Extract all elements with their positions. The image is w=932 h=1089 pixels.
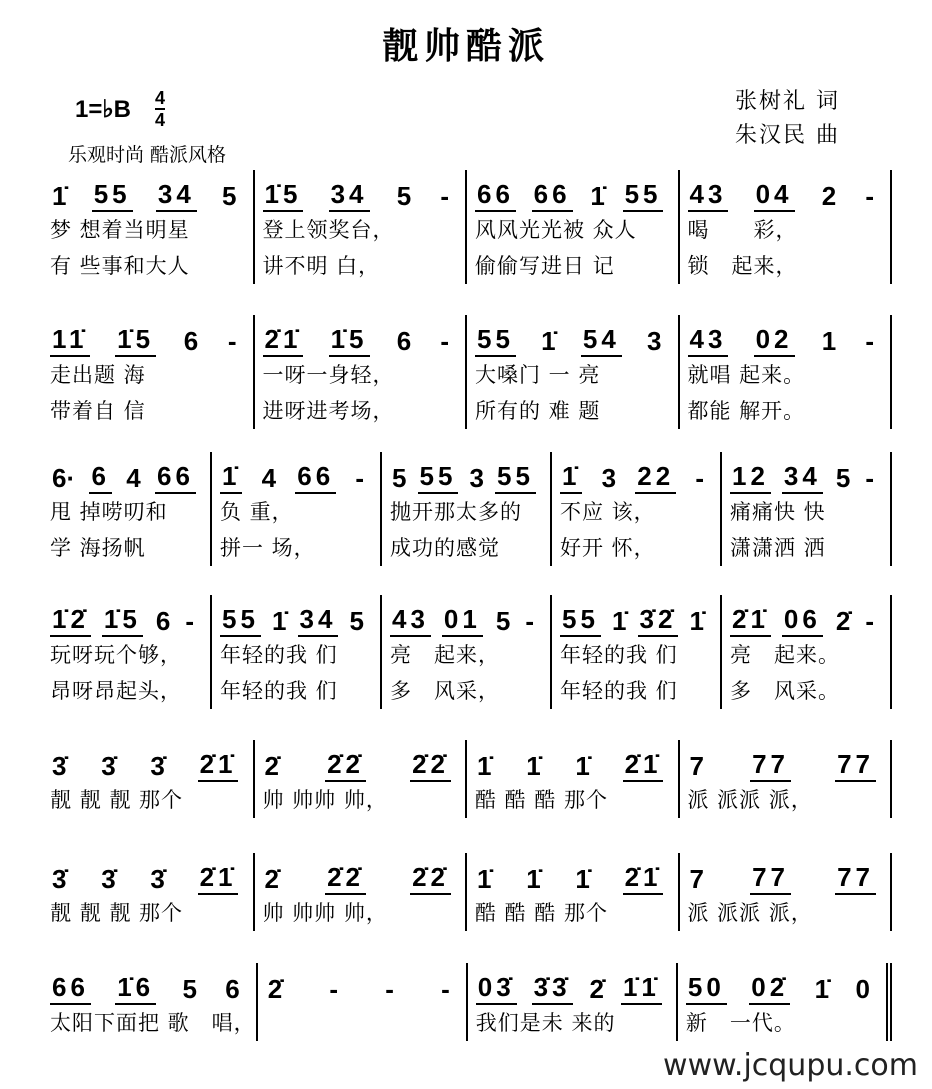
beamed-notes: 06 <box>782 603 823 637</box>
note: 1̇ <box>689 606 704 636</box>
beamed-notes: 1̇1̇ <box>621 971 662 1005</box>
lyric-verse-1: 靓 靓 靓 那个 <box>50 788 184 812</box>
notes <box>50 315 253 357</box>
measure <box>253 853 466 931</box>
note: 2̇ <box>267 974 283 1004</box>
beamed-notes: 03̇ <box>476 971 517 1005</box>
notes <box>220 595 380 637</box>
beamed-notes: 77 <box>835 861 876 895</box>
notes <box>475 170 678 212</box>
lyric-verse-1: 玩呀玩个够， <box>50 643 182 667</box>
measure <box>253 315 466 429</box>
lyricist: 张树礼 词 <box>735 89 840 114</box>
note: 1̇ <box>590 181 605 211</box>
note: - <box>865 326 874 356</box>
notes <box>266 963 466 1005</box>
note: - <box>385 974 394 1004</box>
staff-line <box>50 452 892 566</box>
lyric-verse-1: 派 派派 派， <box>687 788 813 812</box>
lyric-verse-1: 我们是未 来的 <box>475 1011 616 1035</box>
lyric-verse-1: 亮 起来， <box>390 643 500 667</box>
note: 1 <box>821 326 837 356</box>
notes <box>688 740 891 782</box>
lyric-verse-1: 新 一代。 <box>685 1011 796 1035</box>
beamed-notes: 66 <box>50 971 91 1005</box>
notes <box>688 170 891 212</box>
lyric-verse-1: 年轻的我 们 <box>220 643 338 667</box>
measure <box>676 963 892 1041</box>
beamed-notes: 77 <box>750 748 791 782</box>
notes <box>50 452 210 494</box>
lyric-verse-1: 甩 掉唠叨和 <box>50 500 168 524</box>
time-bottom: 4 <box>155 110 166 130</box>
beamed-notes: 55 <box>560 603 601 637</box>
staff-line <box>50 963 892 1041</box>
lyric-verse-1: 年轻的我 们 <box>560 643 678 667</box>
note: 7 <box>689 751 704 781</box>
lyric-verse-2: 带着自 信 <box>50 399 146 423</box>
beamed-notes: 43 <box>688 323 729 357</box>
beamed-notes: 12 <box>730 460 771 494</box>
beamed-notes: 2̇2̇ <box>325 748 366 782</box>
lyric-verse-2: 潇潇洒 洒 <box>730 536 826 560</box>
beamed-notes: 2̇2̇ <box>325 861 366 895</box>
note: 3 <box>469 463 484 493</box>
note: 3̇ <box>101 751 116 781</box>
note: 1̇ <box>526 751 541 781</box>
lyric-verse-1: 大嗓门 一 亮 <box>475 363 601 387</box>
lyric-verse-1: 派 派派 派， <box>687 901 813 925</box>
note: 1̇ <box>575 864 590 894</box>
lyric-verse-1: 负 重， <box>220 500 294 524</box>
note: 3̇ <box>101 864 116 894</box>
beamed-notes: 02 <box>754 323 795 357</box>
note: 3̇ <box>150 864 165 894</box>
measure <box>50 315 253 429</box>
note: 3̇ <box>150 751 165 781</box>
beamed-notes: 1̇2̇ <box>50 603 91 637</box>
time-signature <box>155 88 165 130</box>
beamed-notes: 66 <box>155 460 196 494</box>
notes <box>50 595 210 637</box>
lyric-verse-2: 拼一 场， <box>220 536 316 560</box>
lyric-verse-2: 都能 解开。 <box>687 399 806 423</box>
beamed-notes: 55 <box>475 323 516 357</box>
beamed-notes: 3̇3̇ <box>532 971 573 1005</box>
lyric-verse-1: 酷 酷 酷 那个 <box>475 788 609 812</box>
beamed-notes: 1̇6 <box>115 971 156 1005</box>
note: - <box>525 606 534 636</box>
beamed-notes: 43 <box>688 178 729 212</box>
beamed-notes: 2̇1̇ <box>623 861 664 895</box>
beamed-notes: 6 <box>89 460 111 494</box>
lyric-verse-2: 锁 起来， <box>687 254 798 278</box>
beamed-notes: 34 <box>156 178 197 212</box>
lyric-verse-1: 太阳下面把 歌 唱， <box>50 1011 256 1035</box>
note: - <box>355 463 364 493</box>
lyric-verse-2: 年轻的我 们 <box>220 679 338 703</box>
staff-line <box>50 853 892 931</box>
beamed-notes: 11̇ <box>50 323 90 357</box>
note: 5 <box>396 181 412 211</box>
measure <box>678 170 893 284</box>
note: 1̇ <box>477 864 492 894</box>
beamed-notes: 2̇1̇ <box>263 323 304 357</box>
notes <box>730 595 890 637</box>
notes <box>686 963 886 1005</box>
note: 1̇ <box>814 974 830 1004</box>
notes <box>730 452 890 494</box>
note: 1̇ <box>477 751 492 781</box>
note: 3 <box>647 326 662 356</box>
lyric-verse-1 <box>266 1005 466 1041</box>
measure <box>210 595 380 709</box>
measure <box>50 170 253 284</box>
beamed-notes: 2̇1̇ <box>623 748 664 782</box>
lyric-verse-1: 就唱 起来。 <box>687 363 806 387</box>
notes <box>390 595 550 637</box>
measure <box>253 740 466 818</box>
notes <box>688 853 891 895</box>
measure <box>50 853 253 931</box>
notes <box>476 963 676 1005</box>
note: 6 <box>155 606 171 636</box>
beamed-notes: 2̇1̇ <box>198 748 239 782</box>
lyric-verse-1: 抛开那太多的 <box>390 500 522 524</box>
measure <box>550 452 720 566</box>
lyric-verse-1: 梦 想着当明星 <box>50 218 190 242</box>
beamed-notes: 1̇5 <box>263 178 304 212</box>
notes <box>50 963 256 1005</box>
notes <box>475 740 678 782</box>
lyric-verse-1: 酷 酷 酷 那个 <box>475 901 609 925</box>
beamed-notes: 2̇2̇ <box>410 861 451 895</box>
notes <box>50 170 253 212</box>
measure <box>678 853 893 931</box>
note: 5 <box>495 606 511 636</box>
note: 0 <box>855 974 870 1004</box>
note: 2̇ <box>264 864 279 894</box>
notes <box>688 315 891 357</box>
measure <box>465 853 678 931</box>
note: - <box>227 326 237 356</box>
measure <box>50 452 210 566</box>
lyric-verse-2: 年轻的我 们 <box>560 679 678 703</box>
note: 2̇ <box>835 606 851 636</box>
note: 5 <box>349 606 364 636</box>
beamed-notes: 1̇ <box>560 460 582 494</box>
beamed-notes: 66 <box>532 178 573 212</box>
note: 1̇ <box>526 864 541 894</box>
staff-line <box>50 315 892 429</box>
note: - <box>865 181 874 211</box>
note: 5 <box>835 463 851 493</box>
lyric-verse-2: 进呀进考场， <box>262 399 395 423</box>
beamed-notes: 34 <box>298 603 339 637</box>
song-title: 靓帅酷派 <box>381 25 550 67</box>
measure <box>720 452 892 566</box>
notes <box>475 853 678 895</box>
note: 7 <box>689 864 704 894</box>
lyric-verse-1: 靓 靓 靓 那个 <box>50 901 184 925</box>
measure <box>465 315 678 429</box>
measure <box>678 315 893 429</box>
notes <box>560 452 720 494</box>
key-signature: 1=♭B <box>75 96 132 123</box>
measure <box>466 963 676 1041</box>
note: - <box>441 974 450 1004</box>
measure <box>465 740 678 818</box>
beamed-notes: 55 <box>495 460 536 494</box>
lyric-verse-2: 好开 怀， <box>560 536 656 560</box>
credits <box>735 85 840 153</box>
lyric-verse-2: 成功的感觉 <box>390 536 500 560</box>
beamed-notes: 43 <box>390 603 431 637</box>
measure <box>256 963 466 1041</box>
beamed-notes: 2̇1̇ <box>198 861 239 895</box>
note: 5 <box>392 463 407 493</box>
lyric-verse-1: 痛痛快 快 <box>730 500 826 524</box>
note: 5 <box>222 181 237 211</box>
note: 6· <box>52 463 76 493</box>
beamed-notes: 2̇1̇ <box>730 603 771 637</box>
note: 5 <box>182 974 197 1004</box>
measure <box>210 452 380 566</box>
lyric-verse-2: 多 风采。 <box>730 679 840 703</box>
note: - <box>440 326 449 356</box>
time-top: 4 <box>155 88 166 108</box>
measure <box>465 170 678 284</box>
beamed-notes: 34 <box>782 460 823 494</box>
lyric-verse-1: 登上领奖台， <box>262 218 395 242</box>
note: - <box>329 974 339 1004</box>
lyric-verse-2: 多 风采， <box>390 679 500 703</box>
composer: 朱汉民 曲 <box>735 123 840 148</box>
note: 6 <box>225 974 240 1004</box>
measure <box>380 452 550 566</box>
beamed-notes: 66 <box>475 178 516 212</box>
note: 2 <box>821 181 837 211</box>
measure <box>720 595 892 709</box>
watermark: www.jcqupu.com <box>663 1048 918 1083</box>
notes <box>390 452 550 494</box>
notes <box>50 740 253 782</box>
note: 2̇ <box>264 751 279 781</box>
lyric-verse-1: 走出题 海 <box>50 363 146 387</box>
lyric-verse-2: 偷偷写进日 记 <box>475 254 615 278</box>
lyric-verse-2: 所有的 难 题 <box>475 399 601 423</box>
lyric-verse-1: 一呀一身轻， <box>262 363 395 387</box>
notes <box>263 853 466 895</box>
beamed-notes: 55 <box>418 460 459 494</box>
notes <box>475 315 678 357</box>
notes <box>263 740 466 782</box>
notes <box>560 595 720 637</box>
note: 3̇ <box>52 864 67 894</box>
beamed-notes: 1̇5 <box>102 603 143 637</box>
note: 4 <box>261 463 277 493</box>
note: 1̇ <box>541 326 556 356</box>
beamed-notes: 1̇ <box>220 460 242 494</box>
measure <box>380 595 550 709</box>
staff-line <box>50 170 892 284</box>
note: - <box>185 606 194 636</box>
measure <box>678 740 893 818</box>
note: - <box>865 463 874 493</box>
lyric-verse-1: 风风光光被 众人 <box>475 218 637 242</box>
measure <box>550 595 720 709</box>
note: 6 <box>396 326 412 356</box>
measure <box>50 963 256 1041</box>
beamed-notes: 55 <box>220 603 261 637</box>
lyric-verse-1: 亮 起来。 <box>730 643 840 667</box>
measure <box>253 170 466 284</box>
beamed-notes: 3̇2̇ <box>638 603 679 637</box>
notes <box>263 315 466 357</box>
beamed-notes: 2̇2̇ <box>410 748 451 782</box>
lyric-verse-2: 昂呀昂起头， <box>50 679 182 703</box>
lyric-verse-2: 有 些事和大人 <box>50 254 190 278</box>
beamed-notes: 55 <box>92 178 133 212</box>
beamed-notes: 77 <box>835 748 876 782</box>
staff-line <box>50 740 892 818</box>
beamed-notes: 34 <box>329 178 370 212</box>
beamed-notes: 01 <box>442 603 483 637</box>
note: - <box>440 181 449 211</box>
staff-line <box>50 595 892 709</box>
note: 3̇ <box>52 751 67 781</box>
note: 1̇ <box>611 606 627 636</box>
lyric-verse-1: 帅 帅帅 帅， <box>262 901 388 925</box>
beamed-notes: 55 <box>623 178 664 212</box>
note: 1̇ <box>575 751 590 781</box>
beamed-notes: 54 <box>581 323 622 357</box>
lyric-verse-1: 帅 帅帅 帅， <box>262 788 388 812</box>
note: 1̇ <box>271 606 287 636</box>
beamed-notes: 1̇5 <box>115 323 156 357</box>
note: - <box>695 463 704 493</box>
measure <box>50 595 210 709</box>
lyric-verse-2: 讲不明 白， <box>262 254 381 278</box>
note: 2̇ <box>589 974 605 1004</box>
note: - <box>865 606 874 636</box>
beamed-notes: 22 <box>635 460 676 494</box>
beamed-notes: 77 <box>750 861 791 895</box>
tempo-marking: 乐观时尚 酷派风格 <box>68 144 227 166</box>
notes <box>220 452 380 494</box>
lyric-verse-1: 喝 彩， <box>687 218 798 242</box>
beamed-notes: 1̇5 <box>329 323 370 357</box>
note: 3 <box>601 463 617 493</box>
note: 6 <box>183 326 199 356</box>
note: 4 <box>126 463 141 493</box>
beamed-notes: 66 <box>295 460 336 494</box>
beamed-notes: 50 <box>686 971 727 1005</box>
lyric-verse-2: 学 海扬帆 <box>50 536 146 560</box>
beamed-notes: 04 <box>754 178 795 212</box>
measure <box>50 740 253 818</box>
notes <box>50 853 253 895</box>
note: 1̇ <box>52 181 67 211</box>
beamed-notes: 02̇ <box>749 971 790 1005</box>
lyric-verse-1: 不应 该， <box>560 500 656 524</box>
notes <box>263 170 466 212</box>
